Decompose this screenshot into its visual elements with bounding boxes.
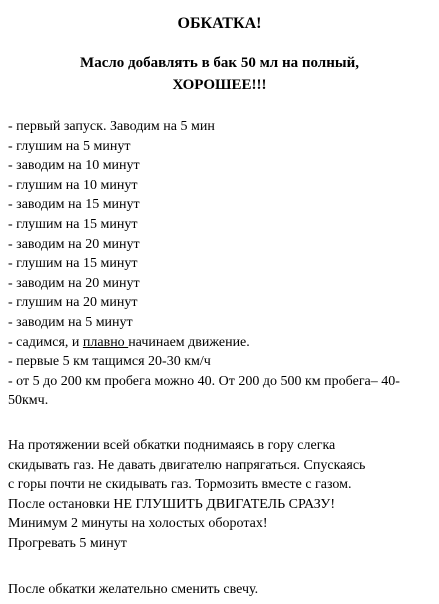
subtitle-line-oil: Масло добавлять в бак 50 мл на полный, bbox=[80, 55, 359, 71]
step-item: - глушим на 5 минут bbox=[8, 138, 131, 154]
note-line: На протяжении всей обкатки поднимаясь в гору слегка bbox=[8, 437, 336, 453]
step-item: - заводим на 10 минут bbox=[8, 158, 140, 174]
step-mileage: - от 5 до 200 км пробега можно 40. От 200 до 500 км пробега– 40- 50кмч. bbox=[8, 373, 400, 409]
step-item: - глушим на 15 минут bbox=[8, 256, 138, 272]
step-item: - глушим на 20 минут bbox=[8, 295, 138, 311]
note-line: скидывать газ. Не давать двигателю напрягаться. Спускаясь bbox=[8, 457, 366, 473]
run-in-notes bbox=[8, 436, 439, 554]
step-first-km: - первые 5 км тащимся 20-30 км/ч bbox=[8, 354, 211, 370]
note-line: Минимум 2 минуты на холостых оборотах! bbox=[8, 516, 268, 532]
note-line: После остановки НЕ ГЛУШИТЬ ДВИГАТЕЛЬ СРАЗУ! bbox=[8, 496, 336, 512]
step-item: - заводим на 20 минут bbox=[8, 275, 140, 291]
step-start-driving bbox=[8, 333, 439, 353]
step-item: - заводим на 15 минут bbox=[8, 197, 140, 213]
start-step-underlined: плавно bbox=[82, 334, 129, 350]
step-item: - глушим на 15 минут bbox=[8, 216, 138, 232]
start-step-after: начинаем движение. bbox=[128, 334, 250, 350]
final-note: После обкатки желательно сменить свечу. bbox=[8, 582, 259, 598]
run-in-steps-list bbox=[8, 117, 439, 411]
document-subtitle bbox=[8, 52, 439, 96]
subtitle-line-quality: ХОРОШЕЕ!!! bbox=[172, 77, 267, 93]
step-item: - глушим на 10 минут bbox=[8, 177, 138, 193]
step-item: - заводим на 5 минут bbox=[8, 314, 133, 330]
note-line: Прогревать 5 минут bbox=[8, 535, 127, 551]
note-line: с горы почти не скидывать газ. Тормозить вместе с газом. bbox=[8, 477, 352, 493]
step-item: - первый запуск. Заводим на 5 мин bbox=[8, 119, 215, 134]
step-item: - заводим на 20 минут bbox=[8, 236, 140, 252]
document-title: ОБКАТКА! bbox=[177, 15, 262, 32]
start-step-before: - садимся, и bbox=[8, 334, 83, 350]
